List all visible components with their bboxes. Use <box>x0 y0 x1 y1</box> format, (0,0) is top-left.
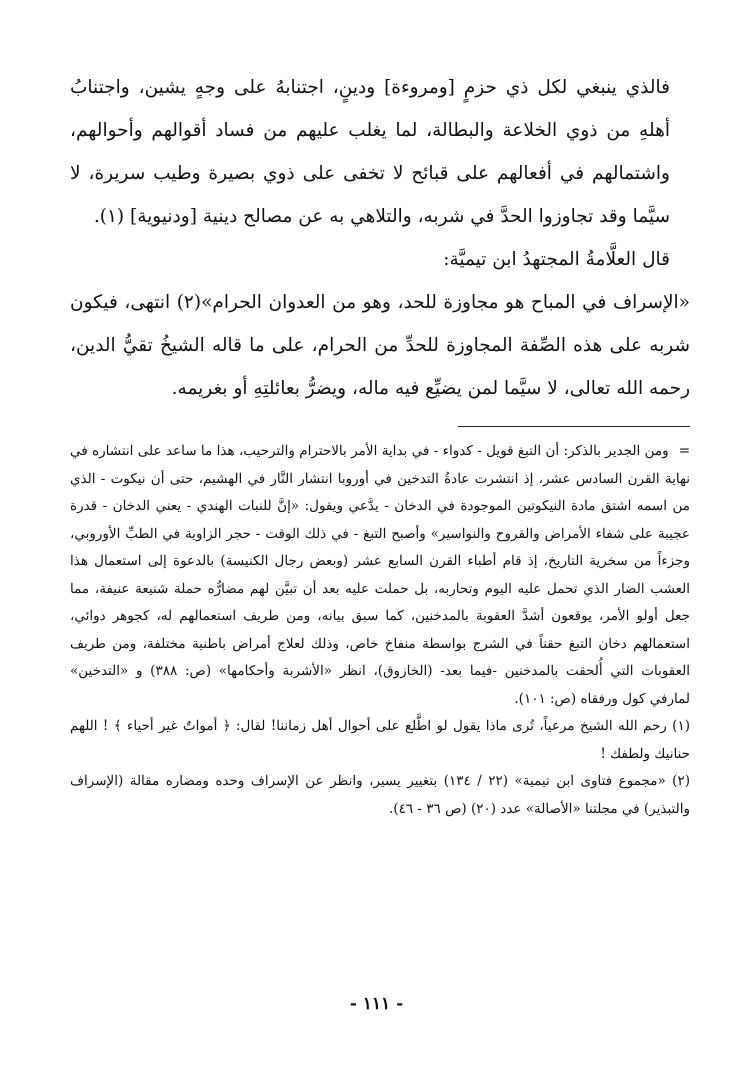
continuation-marker: = <box>678 443 690 459</box>
footnote-2: (٢) «مجموع فتاوى ابن تيمية» (٢٢ / ١٣٤) بتغيير يسير، وانظر عن الإسراف وحده ومضاره مقالة (الإسراف والتبذير) في مجلتنا «الأصالة» عدد (٢٠) (ص ٣٦ - ٤٦). <box>70 773 690 817</box>
main-text <box>70 66 690 410</box>
footnote-continuation <box>70 438 690 713</box>
footnote-divider <box>458 426 690 427</box>
footnote-1: (١) رحم الله الشيخ مرعياً، تُرى ماذا يقول لو اطَّلع على أحوال أهل زماننا! لقال: ﴿ أمواتٌ غير أحياء ﴾ ! اللهم حنانيك ولطفك ! <box>70 718 690 762</box>
footnote-continuation-text: ومن الجدير بالذكر: أن التبغ قويل - كدواء - في بداية الأمر بالاحترام والترحيب، هذا ما ساعد على انتشاره في نهاية القرن السادس عشر، إذ انتشرت عادةُ التدخين في أوروبا انتشار النَّار في الهشيم، حتى أن نيكوت - الذي من اسمه اشتق مادة النيكوتين الموجودة في الدخان - يدَّعي ويقول: «إنَّ للنبات الهندي - يعني الدخان - قدرة عجيبة على شفاء الأمراض والقروح والنواسير» وأصبح التبغ - في ذلك الوقت - حجر الزاوية في الطبِّ الأوروبي، وجزءاً من سخرية التاريخ، إذ قام أطباء القرن السابع عشر (وبعض رجال الكنيسة) بالدعوة إلى استعمال هذا العشب الضار الذي تحمل عليه اليوم وتحاربه، بل حملت عليه بعد أن تبيَّن لهم مضارُّه حملة شنيعة عنيفة، مما جعل أولو الأمر، يوقعون أشدَّ العقوبة بالمدخنين، كما سبق بيانه، ومن طريف استعمالهم له، كجوهر دوائي، استعمالهم دخان التبغ حقناً في الشرج بواسطة منفاخ خاص، وذلك لعلاج أمراض باطنية مختلفة، ومن طريف العقوبات التي أُلحقت بالمدخنين -فيما بعد- (الخازوق)، انظر «الأشربة وأحكامها» (ص: ٣٨٨) و «التدخين» لمارفي كول ورفقاه (ص: ١٠١). <box>70 443 691 707</box>
body-paragraph-1: فالذي ينبغي لكل ذي حزمٍ [ومروءة] ودينٍ، اجتنابهُ على وجهٍ يشين، واجتنابُ أهلهِ من ذوي الخلاعة والبطالة، لما يغلب عليهم من فساد أقوالهم وأحوالهم، واشتمالهم في أفعالهم على قبائح لا تخفى على ذوي بصيرة وطيب سريرة، لا سيَّما وقد تجاوزوا الحدَّ في شربه، والتلاهي به عن مصالح دينية [ودنيوية] (١). <box>70 77 670 227</box>
body-paragraph-3: «الإسراف في المباح هو مجاوزة للحد، وهو من العدوان الحرام»(٢) انتهى، فيكون شربه على هذه الصِّفة المجاوزة للحدِّ من الحرام، على ما قاله الشيخُ تقيُّ الدين، رحمه الله تعالى، لا سيَّما لمن يضيِّع فيه ماله، ويضرُّ بعائلتِهِ أو بغريمه. <box>70 292 690 399</box>
footnotes <box>70 438 690 823</box>
body-paragraph-2: قال العلَّامةُ المجتهدُ ابن تيميَّة: <box>443 249 670 270</box>
page-number: - ١١١ - <box>349 994 404 1014</box>
